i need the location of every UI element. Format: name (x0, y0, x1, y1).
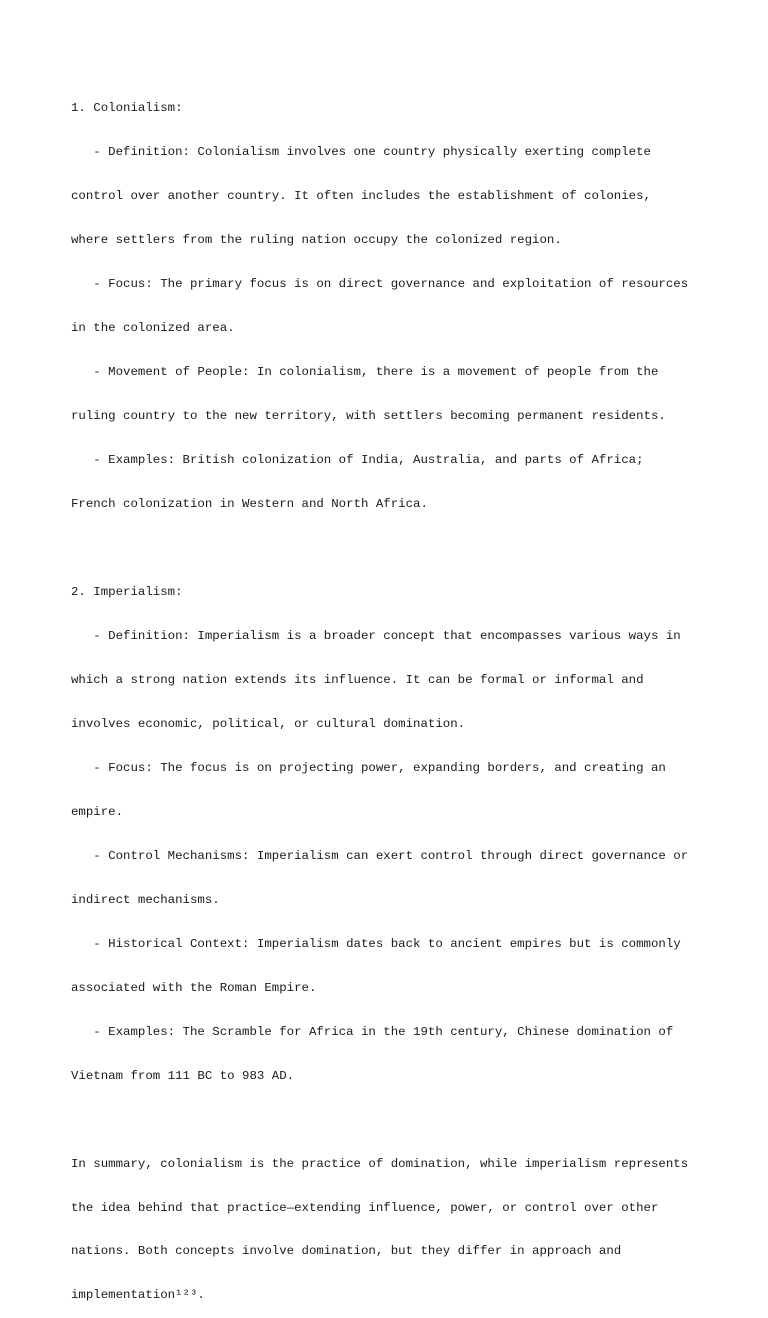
summary-line: In summary, colonialism is the practice of domination, while imperialism represents (71, 1156, 689, 1171)
text-line: empire. (71, 804, 124, 819)
text-line: - Examples: British colonization of India, Australia, and parts of Africa; (71, 453, 644, 468)
text-line: ruling country to the new territory, with settlers becoming permanent residents. (71, 409, 666, 424)
text-line: - Examples: The Scramble for Africa in the 19th century, Chinese domination of (71, 1024, 674, 1039)
text-line: - Focus: The primary focus is on direct governance and exploitation of resources (71, 277, 689, 292)
text-line: indirect mechanisms. (71, 892, 220, 907)
text-line: in the colonized area. (71, 321, 235, 336)
text-line: where settlers from the ruling nation occupy the colonized region. (71, 233, 562, 248)
text-line: control over another country. It often includes the establishment of colonies, (71, 189, 651, 204)
text-line: associated with the Roman Empire. (71, 980, 317, 995)
summary-line: implementation¹²³. (71, 1288, 205, 1303)
document-body (71, 72, 711, 1318)
text-line: - Historical Context: Imperialism dates back to ancient empires but is commonly (71, 936, 681, 951)
blank-line (71, 541, 711, 556)
summary-line: the idea behind that practice—extending influence, power, or control over other (71, 1200, 659, 1215)
text-line: which a strong nation extends its influence. It can be formal or informal and (71, 672, 644, 687)
blank-line (71, 1113, 711, 1128)
text-line: - Definition: Imperialism is a broader concept that encompasses various ways in (71, 628, 681, 643)
heading-imperialism: 2. Imperialism: (71, 584, 183, 599)
text-line: involves economic, political, or cultural domination. (71, 716, 466, 731)
summary-line: nations. Both concepts involve domination, but they differ in approach and (71, 1244, 622, 1259)
text-line: - Focus: The focus is on projecting power, expanding borders, and creating an (71, 760, 666, 775)
text-line: - Movement of People: In colonialism, there is a movement of people from the (71, 365, 659, 380)
text-line: French colonization in Western and North Africa. (71, 497, 428, 512)
text-line: - Definition: Colonialism involves one country physically exerting complete (71, 145, 651, 160)
text-line: - Control Mechanisms: Imperialism can exert control through direct governance or (71, 848, 689, 863)
heading-colonialism: 1. Colonialism: (71, 101, 183, 116)
text-line: Vietnam from 111 BC to 983 AD. (71, 1068, 295, 1083)
